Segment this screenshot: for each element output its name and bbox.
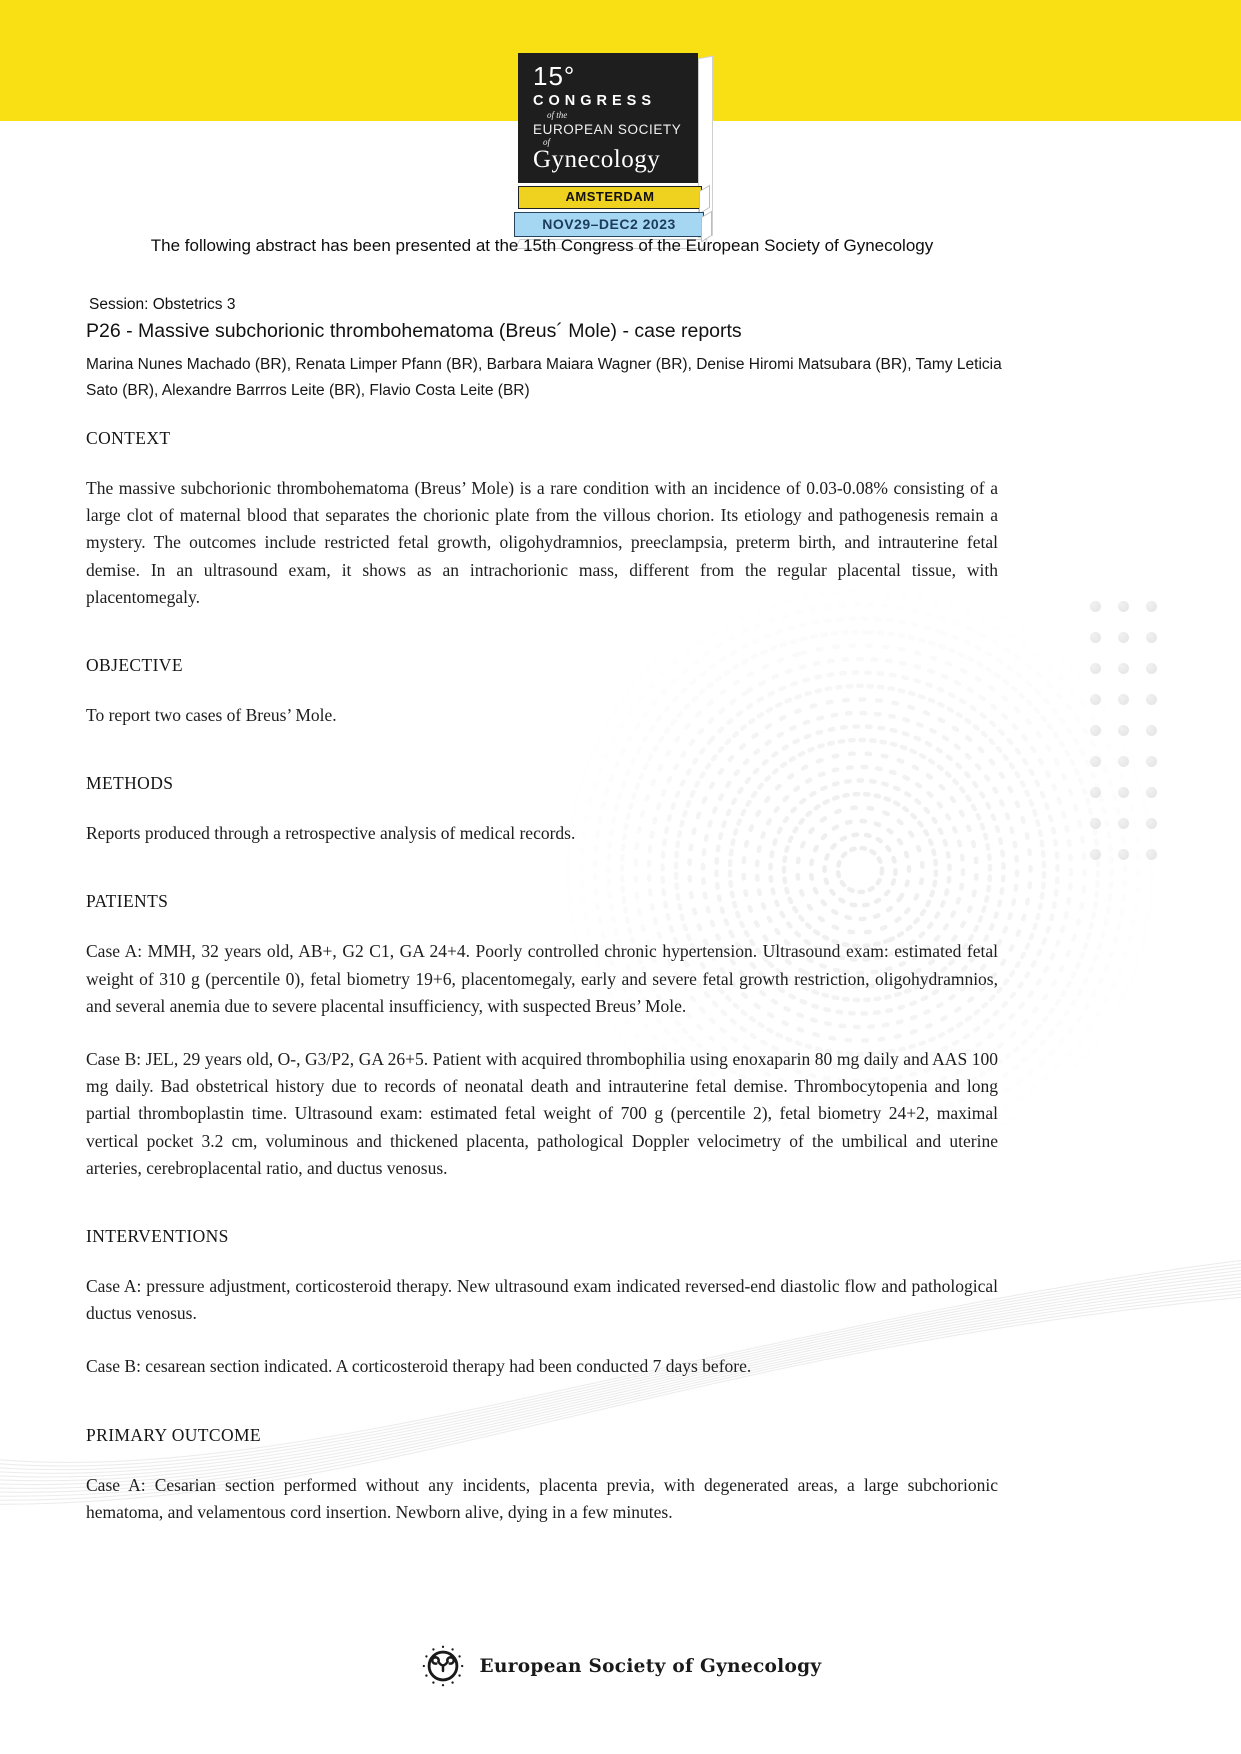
section-heading: METHODS (86, 773, 174, 794)
watermark-dot (1146, 756, 1157, 767)
congress-word: CONGRESS (533, 93, 656, 110)
watermark-dot (1118, 601, 1129, 612)
watermark-dot (1146, 849, 1157, 860)
watermark-dot (1146, 601, 1157, 612)
watermark-dot (1118, 632, 1129, 643)
congress-logo (518, 53, 705, 249)
watermark-dot (1146, 725, 1157, 736)
watermark-dot (1146, 694, 1157, 705)
section-objective (86, 655, 998, 729)
watermark-dot (1118, 663, 1129, 674)
congress-gynecology: Gynecology (533, 146, 661, 174)
watermark-dot (1090, 787, 1101, 798)
watermark-dot (1090, 756, 1101, 767)
section-paragraph: The massive subchorionic thrombohematoma (Breus’ Mole) is a rare condition with an incidence of 0.03-0.08% consisting of a large clot of maternal blood that separates the chorionic plate from the villous chorion. Its etiology and pathogenesis remain a mystery. The outcomes include restricted fetal growth, oligohydramnios, preeclampsia, preterm birth, and intrauterine fetal demise. In an ultrasound exam, it shows as an intrachorionic mass, different from the regular placental tissue, with placentomegaly. (86, 478, 998, 607)
congress-society: EUROPEAN SOCIETY (533, 122, 682, 138)
dates-band (514, 212, 704, 237)
watermark-dot (1146, 787, 1157, 798)
section-paragraph: Reports produced through a retrospective analysis of medical records. (86, 823, 576, 844)
congress-of: of (543, 137, 551, 148)
watermark-dot (1146, 663, 1157, 674)
footer (0, 1642, 1241, 1690)
section-methods (86, 773, 998, 847)
section-heading: OBJECTIVE (86, 655, 183, 676)
section-heading: PRIMARY OUTCOME (86, 1424, 262, 1445)
abstract-content (86, 296, 1002, 1526)
section-primary-outcome (86, 1425, 998, 1526)
watermark-dot (1118, 849, 1129, 860)
section-paragraph: To report two cases of Breus’ Mole. (86, 705, 337, 726)
watermark-dot (1118, 725, 1129, 736)
section-patients (86, 891, 998, 1182)
section-context (86, 428, 998, 611)
dot-grid-watermark (1090, 601, 1157, 860)
section-paragraph-case-b: Case B: JEL, 29 years old, O-, G3/P2, GA 26+5. Patient with acquired thrombophilia using enoxaparin 80 mg daily and AAS 100 mg daily. Bad obstetrical history due to records of neonatal death and intrauterine fetal demise. Thrombocytopenia and long partial thromboplastin time. Ultrasound exam: estimated fetal weight of 700 g (percentile 2), fetal biometry 24+2, maximal vertical pocket 3.2 cm, voluminous and thickened placenta, pathological Doppler velocimetry of the umbilical and uterine arteries, cerebroplacental ratio, and ductus venosus. (86, 1049, 998, 1178)
presented-at-line: The following abstract has been presented at the 15th Congress of the European Society of Gynecology (150, 236, 934, 255)
authors-line: Marina Nunes Machado (BR), Renata Limper Pfann (BR), Barbara Maiara Wagner (BR), Denise Hiromi Matsubara (BR), Tamy Leticia Sato (BR), Alexandre Barrros Leite (BR), Flavio Costa Leite (BR) (86, 356, 1002, 399)
congress-logo-box (518, 53, 698, 183)
section-paragraph-case-a: Case A: MMH, 32 years old, AB+, G2 C1, GA 24+4. Poorly controlled chronic hypertension. Ultrasound exam: estimated fetal weight of 310 g (percentile 0), fetal biometry 19+6, placentomegaly, early and severe fetal growth restriction, oligohydramnios, and several anemia due to severe placental insufficiency, with suspected Breus’ Mole. (86, 941, 998, 1016)
watermark-dot (1090, 663, 1101, 674)
amsterdam-band (518, 186, 702, 209)
section-heading: PATIENTS (86, 891, 169, 912)
section-interventions (86, 1226, 998, 1381)
watermark-dot (1090, 818, 1101, 829)
congress-ofthe: of the (547, 110, 568, 121)
session-label: Session: Obstetrics 3 (89, 296, 236, 313)
watermark-dot (1118, 787, 1129, 798)
abstract-title: P26 - Massive subchorionic thrombohematoma (Breus´ Mole) - case reports (86, 320, 742, 342)
watermark-dot (1090, 849, 1101, 860)
section-paragraph-case-a: Case A: pressure adjustment, corticosteroid therapy. New ultrasound exam indicated reversed-end diastolic flow and pathological ductus venosus. (86, 1276, 998, 1324)
section-heading: CONTEXT (86, 428, 171, 448)
watermark-dot (1090, 725, 1101, 736)
section-paragraph-case-b: Case B: cesarean section indicated. A corticosteroid therapy had been conducted 7 days before. (86, 1356, 752, 1377)
section-paragraph-case-a: Case A: Cesarian section performed without any incidents, placenta previa, with degenerated areas, a large subchorionic hematoma, and velamentous cord insertion. Newborn alive, dying in a few minutes. (86, 1474, 998, 1522)
watermark-dot (1090, 694, 1101, 705)
watermark-dot (1090, 632, 1101, 643)
watermark-dot (1146, 632, 1157, 643)
watermark-dot (1118, 756, 1129, 767)
dates-label: NOV29–DEC2 2023 (542, 216, 676, 232)
congress-number: 15° (533, 61, 576, 91)
watermark-dot (1118, 818, 1129, 829)
watermark-dot (1118, 694, 1129, 705)
uterus-icon (420, 1642, 466, 1690)
section-heading: INTERVENTIONS (86, 1226, 229, 1247)
watermark-dot (1090, 601, 1101, 612)
amsterdam-label: AMSTERDAM (565, 189, 655, 204)
footer-society-label: European Society of Gynecology (479, 1655, 822, 1677)
watermark-dot (1146, 818, 1157, 829)
